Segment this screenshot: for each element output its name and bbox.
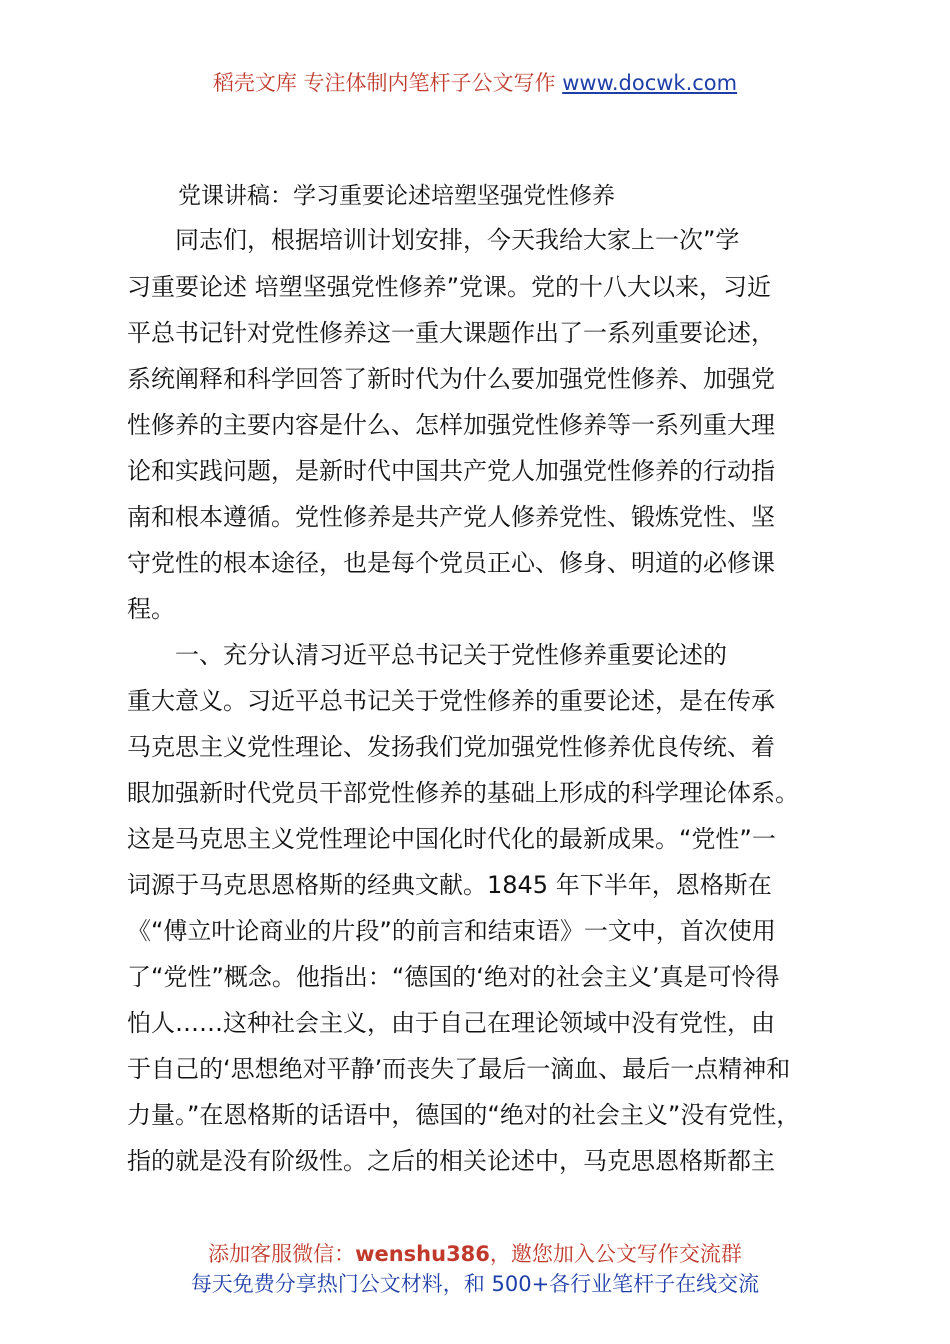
footer-wechat-prefix: 添加客服微信： [208, 1242, 356, 1266]
wechat-id: wenshu386 [355, 1242, 490, 1266]
body-line: 怕人……这种社会主义，由于自己在理论领域中没有党性，由 [127, 1009, 775, 1037]
body-line: 词源于马克思恩格斯的经典文献。1845 年下半年，恩格斯在 [127, 871, 772, 899]
footer-wechat-suffix: ，邀您加入公文写作交流群 [489, 1242, 742, 1266]
body-line: 平总书记针对党性修养这一重大课题作出了一系列重要论述， [127, 319, 775, 347]
body-line: 论和实践问题，是新时代中国共产党人加强党性修养的行动指 [127, 457, 775, 485]
body-line: 于自己的‘思想绝对平静’而丧失了最后一滴血、最后一点精神和 [127, 1055, 791, 1083]
body-line: 系统阐释和科学回答了新时代为什么要加强党性修养、加强党 [127, 365, 775, 393]
body-line: 力量。”在恩格斯的话语中，德国的“绝对的社会主义”没有党性， [127, 1101, 801, 1129]
site-link[interactable]: www.docwk.com [562, 71, 738, 95]
body-line: 守党性的根本途径，也是每个党员正心、修身、明道的必修课 [127, 549, 775, 577]
body-line: 这是马克思主义党性理论中国化时代化的最新成果。“党性”一 [127, 825, 776, 853]
body-line: 习重要论述 培塑坚强党性修养”党课。党的十八大以来，习近 [127, 273, 772, 301]
body-line: 同志们，根据培训计划安排，今天我给大家上一次”学 [127, 226, 740, 254]
body-line: 程。 [127, 595, 175, 623]
page-header [0, 68, 950, 98]
body-line: 指的就是没有阶级性。之后的相关论述中，马克思恩格斯都主 [127, 1147, 775, 1175]
footer-promo: 每天免费分享热门公文材料，和 500+各行业笔杆子在线交流 [190, 1272, 760, 1296]
footer-wechat [0, 1240, 950, 1268]
body-line: 重大意义。习近平总书记关于党性修养的重要论述，是在传承 [127, 687, 775, 715]
body-line: 马克思主义党性理论、发扬我们党加强党性修养优良传统、着 [127, 733, 775, 761]
body-line: 性修养的主要内容是什么、怎样加强党性修养等一系列重大理 [127, 411, 775, 439]
section-heading: 一、充分认清习近平总书记关于党性修养重要论述的 [127, 641, 727, 669]
body-line: 眼加强新时代党员干部党性修养的基础上形成的科学理论体系。 [127, 779, 799, 807]
document-title: 党课讲稿：学习重要论述培塑坚强党性修养 [178, 183, 615, 209]
body-line: 了“党性”概念。他指出：“德国的‘绝对的社会主义’真是可怜得 [127, 963, 780, 991]
header-label: 稻壳文库 专注体制内笔杆子公文写作 [212, 71, 556, 95]
body-line: 南和根本遵循。党性修养是共产党人修养党性、锻炼党性、坚 [127, 503, 775, 531]
body-line: 《“傅立叶论商业的片段”的前言和结束语》一文中，首次使用 [127, 917, 776, 945]
